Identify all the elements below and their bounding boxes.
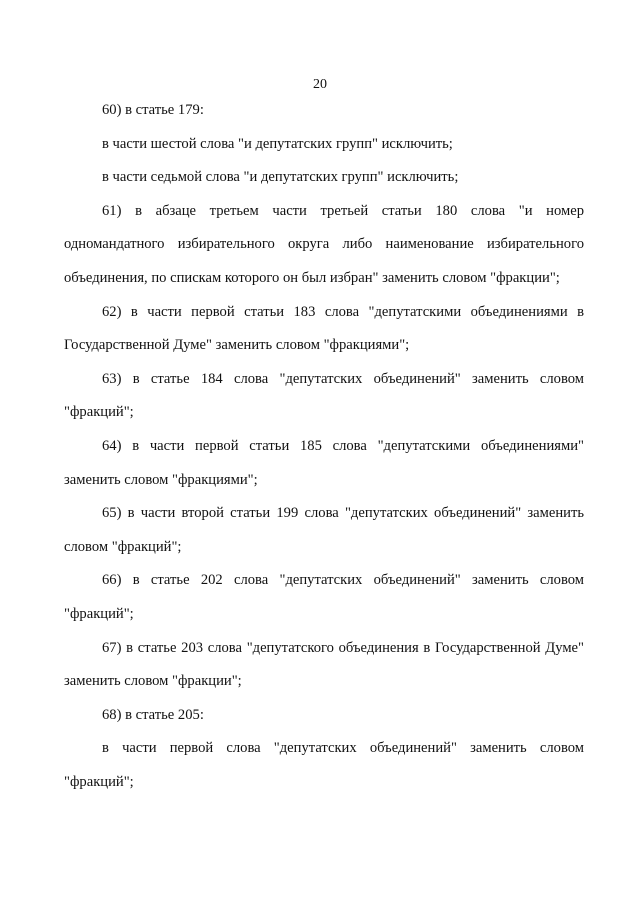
paragraph-line: 66) в статье 202 слова "депутатских объединений" заменить словом xyxy=(102,572,584,589)
paragraph xyxy=(64,161,584,195)
paragraph-line: в части первой слова "депутатских объединений" заменить словом xyxy=(102,740,584,757)
paragraph-line: словом "фракций"; xyxy=(64,538,182,555)
paragraph-line: Государственной Думе" заменить словом "фракциями"; xyxy=(64,337,410,354)
paragraph-line: объединения, по спискам которого он был избран" заменить словом "фракции"; xyxy=(64,269,560,286)
paragraph xyxy=(64,497,584,564)
paragraph-line: 65) в части второй статьи 199 слова "депутатских объединений" заменить xyxy=(102,505,584,522)
paragraph xyxy=(64,699,584,733)
paragraph-line: одномандатного избирательного округа либо наименование избирательного xyxy=(64,236,584,253)
paragraph-line: 60) в статье 179: xyxy=(102,102,204,118)
paragraph xyxy=(64,363,584,430)
paragraph-line: "фракций"; xyxy=(64,605,134,622)
paragraph xyxy=(64,732,584,799)
paragraph xyxy=(64,94,584,128)
paragraph xyxy=(64,632,584,699)
paragraph-line: 68) в статье 205: xyxy=(102,706,204,723)
paragraph-line: 62) в части первой статьи 183 слова "депутатскими объединениями в xyxy=(102,303,584,320)
paragraph-line: 63) в статье 184 слова "депутатских объединений" заменить словом xyxy=(102,370,584,387)
paragraph xyxy=(64,128,584,162)
paragraph-line: "фракций"; xyxy=(64,773,134,790)
paragraph-line: в части шестой слова "и депутатских групп" исключить; xyxy=(102,135,453,152)
paragraph-line: в части седьмой слова "и депутатских групп" исключить; xyxy=(102,169,459,186)
paragraph xyxy=(64,296,584,363)
document-body xyxy=(64,94,584,799)
paragraph-line: "фракций"; xyxy=(64,404,134,421)
paragraph xyxy=(64,564,584,631)
page-number: 20 xyxy=(313,77,327,92)
paragraph xyxy=(64,430,584,497)
paragraph-line: заменить словом "фракциями"; xyxy=(64,471,258,488)
paragraph-line: 64) в части первой статьи 185 слова "депутатскими объединениями" xyxy=(102,437,584,454)
paragraph-line: 61) в абзаце третьем части третьей статьи 180 слова "и номер xyxy=(102,202,584,219)
paragraph xyxy=(64,195,584,296)
paragraph-line: заменить словом "фракции"; xyxy=(64,673,242,690)
paragraph-line: 67) в статье 203 слова "депутатского объединения в Государственной Думе" xyxy=(102,639,584,656)
